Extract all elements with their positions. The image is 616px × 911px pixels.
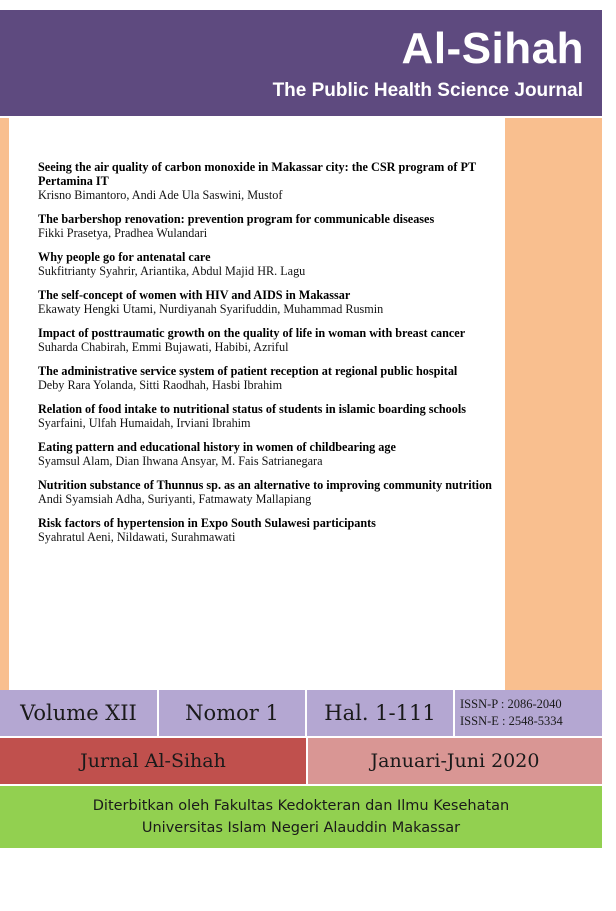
issn-print: ISSN-P : 2086-2040	[460, 697, 562, 711]
article-entry	[38, 478, 504, 507]
article-entry	[38, 402, 504, 431]
pages-label: Hal. 1-111	[307, 690, 453, 736]
article-title: The administrative service system of patient reception at regional public hospital	[38, 364, 458, 378]
article-entry	[38, 516, 504, 545]
article-authors: Syamsul Alam, Dian Ihwana Ansyar, M. Fais Satrianegara	[38, 454, 323, 468]
table-of-contents	[38, 160, 504, 554]
period-label: Januari-Juni 2020	[308, 738, 602, 784]
article-authors: Sukfitrianty Syahrir, Ariantika, Abdul Majid HR. Lagu	[38, 264, 306, 278]
article-title: Impact of posttraumatic growth on the quality of life in woman with breast cancer	[38, 326, 466, 340]
article-entry	[38, 440, 504, 469]
journal-header	[0, 10, 602, 116]
journal-subtitle: The Public Health Science Journal	[272, 80, 583, 101]
volume-label: Volume XII	[0, 690, 157, 736]
article-authors: Deby Rara Yolanda, Sitti Raodhah, Hasbi Ibrahim	[38, 378, 283, 392]
article-title: Risk factors of hypertension in Expo South Sulawesi participants	[38, 516, 376, 530]
journal-name-label: Jurnal Al-Sihah	[0, 738, 306, 784]
journal-period-row	[0, 738, 602, 784]
article-title: Nutrition substance of Thunnus sp. as an alternative to improving community nutrition	[38, 478, 492, 492]
article-authors: Krisno Bimantoro, Andi Ade Ula Saswini, Mustof	[38, 188, 283, 202]
article-title: The self-concept of women with HIV and AIDS in Makassar	[38, 288, 351, 302]
article-authors: Ekawaty Hengki Utami, Nurdiyanah Syarifuddin, Muhammad Rusmin	[38, 302, 384, 316]
article-title: Why people go for antenatal care	[38, 250, 211, 264]
article-authors: Syarfaini, Ulfah Humaidah, Irviani Ibrahim	[38, 416, 251, 430]
article-authors: Andi Syamsiah Adha, Suriyanti, Fatmawaty Mallapiang	[38, 492, 312, 506]
right-decorative-stripe	[505, 118, 602, 690]
article-entry	[38, 288, 504, 317]
article-entry	[38, 212, 504, 241]
left-decorative-stripe	[0, 118, 9, 690]
article-entry	[38, 250, 504, 279]
article-entry	[38, 160, 504, 203]
article-authors: Suharda Chabirah, Emmi Bujawati, Habibi, Azriful	[38, 340, 289, 354]
article-title: Eating pattern and educational history in women of childbearing age	[38, 440, 396, 454]
publisher-line-2: Universitas Islam Negeri Alauddin Makassar	[141, 820, 461, 836]
issn-box	[455, 690, 602, 736]
publisher-line-1: Diterbitkan oleh Fakultas Kedokteran dan Ilmu Kesehatan	[92, 798, 510, 814]
article-entry	[38, 326, 504, 355]
issue-info-row	[0, 690, 602, 738]
article-title: The barbershop renovation: prevention program for communicable diseases	[38, 212, 435, 226]
article-authors: Syahratul Aeni, Nildawati, Surahmawati	[38, 530, 236, 544]
journal-title: Al-Sihah	[401, 24, 584, 73]
publisher-band	[0, 786, 602, 848]
issn-electronic: ISSN-E : 2548-5334	[460, 714, 563, 728]
article-title: Relation of food intake to nutritional status of students in islamic boarding schools	[38, 402, 466, 416]
article-title: Seeing the air quality of carbon monoxide in Makassar city: the CSR program of PT Pertamina IT	[38, 160, 476, 188]
article-authors: Fikki Prasetya, Pradhea Wulandari	[38, 226, 208, 240]
number-label: Nomor 1	[159, 690, 305, 736]
article-entry	[38, 364, 504, 393]
